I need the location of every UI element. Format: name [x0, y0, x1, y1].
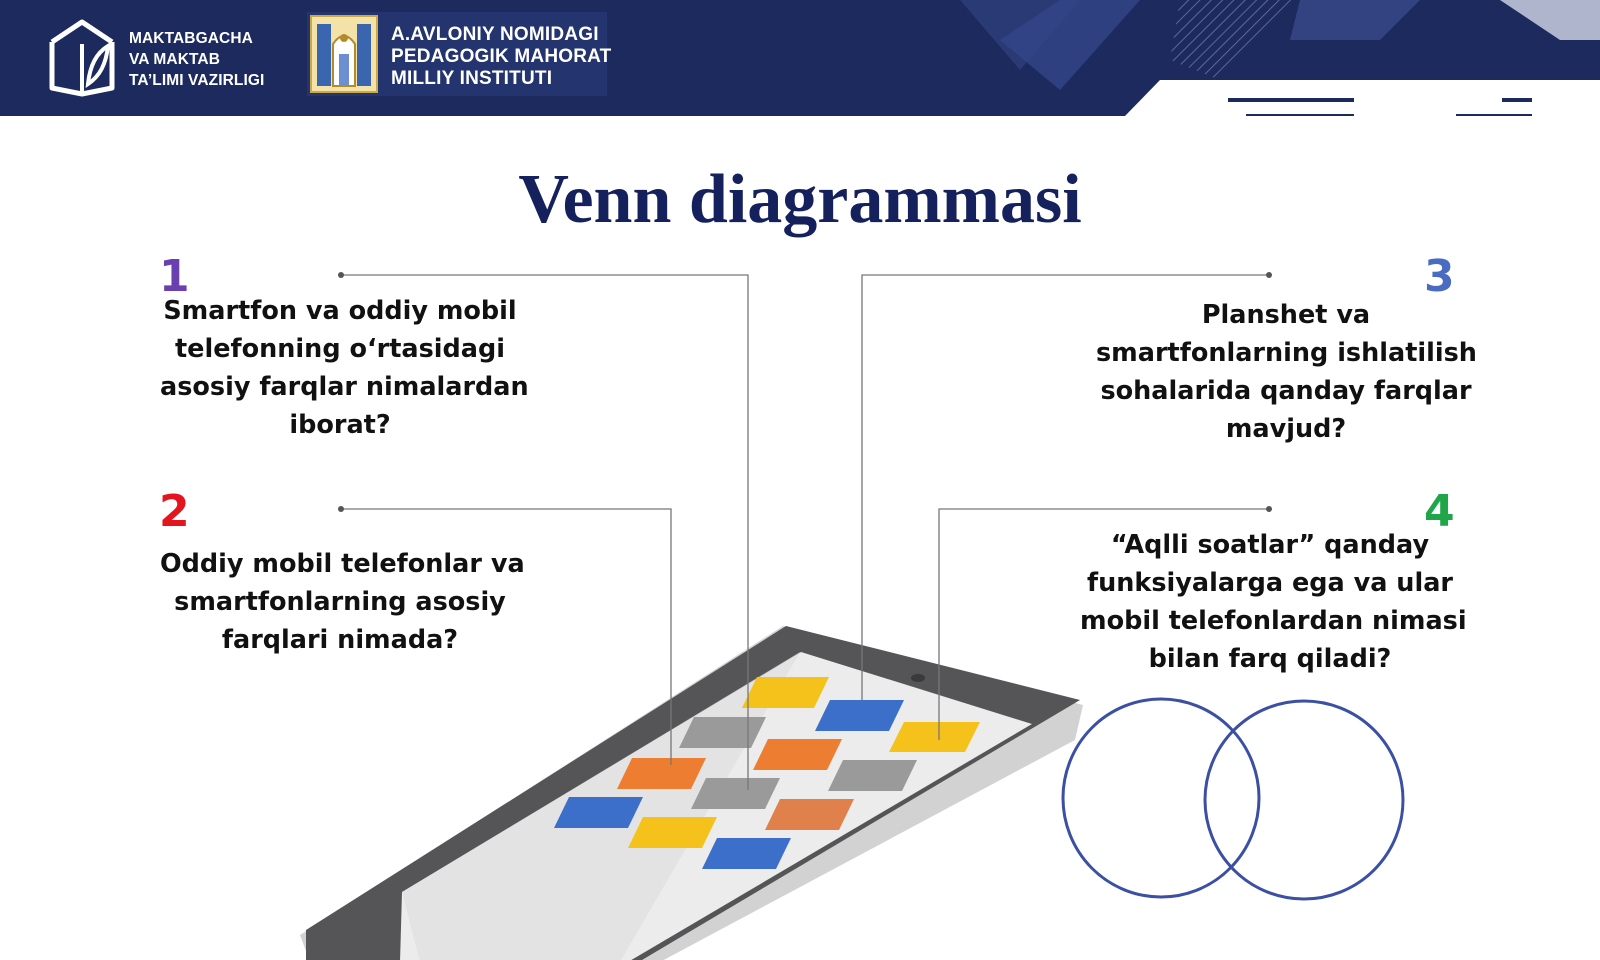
venn-circle-right [1205, 701, 1403, 899]
question-number-2: 2 [159, 486, 190, 537]
page-title: Venn diagrammasi [518, 161, 1082, 238]
institute-name: A.AVLONIY NOMIDAGI PEDAGOGIK MAHORAT MILLIY INSTITUTI [391, 24, 612, 89]
question-number-1: 1 [159, 251, 190, 302]
question-1: Smartfon va oddiy mobil telefonning o‘rtasidagi asosiy farqlar nimalardan iborat? [160, 296, 529, 440]
app-icon [753, 739, 842, 770]
app-icon [765, 799, 854, 830]
question-4: “Aqlli soatlar” qanday funksiyalarga ega va ular mobil telefonlardan nimasi bilan farq qiladi? [1080, 530, 1467, 674]
app-icon [889, 722, 980, 752]
app-icon [554, 797, 643, 828]
app-icon [617, 758, 706, 789]
ministry-name: MAKTABGACHA VA MAKTAB TA’LIMI VAZIRLIGI [129, 30, 265, 89]
question-3: Planshet va smartfonlarning ishlatilish sohalarida qanday farqlar mavjud? [1096, 300, 1477, 444]
question-number-3: 3 [1424, 251, 1455, 302]
app-icon [691, 778, 780, 809]
app-icon [742, 677, 829, 708]
smartphone-illustration [300, 626, 1083, 960]
question-2: Oddiy mobil telefonlar va smartfonlarning asosiy farqlari nimada? [160, 549, 525, 655]
app-icon [679, 717, 766, 748]
app-icon [628, 817, 717, 848]
app-icon [702, 838, 791, 869]
question-number-4: 4 [1424, 486, 1455, 537]
app-icon [815, 700, 904, 731]
venn-diagram [1063, 699, 1403, 899]
app-icon [828, 760, 917, 791]
